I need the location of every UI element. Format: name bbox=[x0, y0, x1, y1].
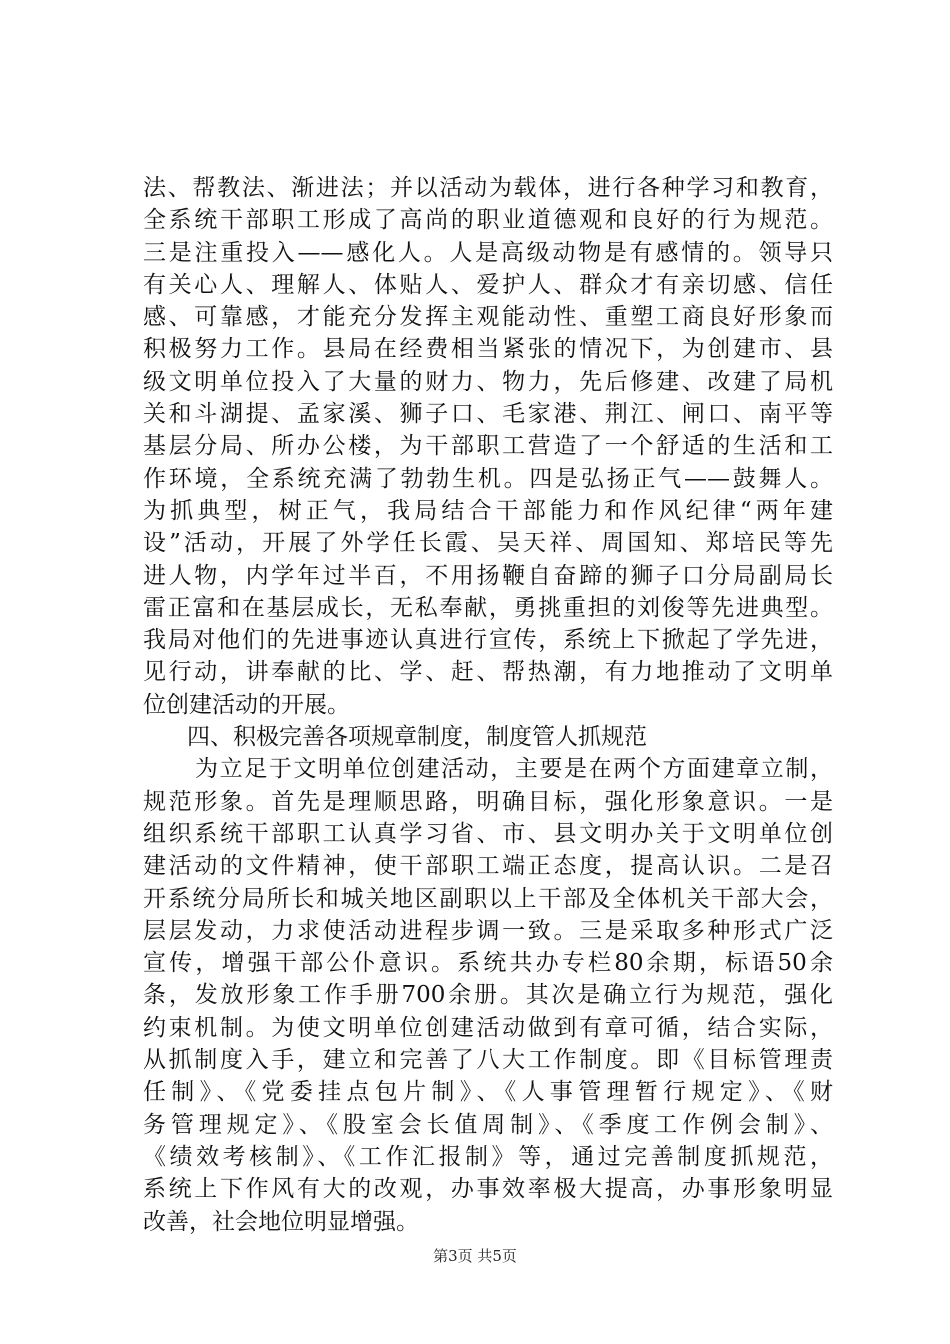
text-line: 规范形象。首先是理顺思路，明确目标，强化形象意识。一是 bbox=[143, 788, 833, 815]
text-line: 条，发放形象工作手册700余册。其次是确立行为规范，强化 bbox=[143, 982, 833, 1009]
text-line: 我局对他们的先进事迹认真进行宣传，系统上下掀起了学先进， bbox=[143, 627, 833, 654]
text-line: 为立足于文明单位创建活动，主要是在两个方面建章立制， bbox=[195, 756, 833, 783]
text-line: 《绩效考核制》、《工作汇报制》等，通过完善制度抓规范， bbox=[143, 1143, 833, 1170]
text-line: 为抓典型，树正气，我局结合干部能力和作风纪律“两年建 bbox=[143, 497, 833, 524]
text-line: 宣传，增强干部公仆意识。系统共办专栏80余期，标语50余 bbox=[143, 950, 833, 977]
text-line: 改善，社会地位明显增强。 bbox=[143, 1208, 419, 1235]
text-line: 从抓制度入手，建立和完善了八大工作制度。即《目标管理责 bbox=[143, 1047, 833, 1074]
text-line: 有关心人、理解人、体贴人、爱护人、群众才有亲切感、信任 bbox=[143, 271, 833, 298]
text-line: 三是注重投入——感化人。人是高级动物是有感情的。领导只 bbox=[143, 239, 833, 266]
text-line: 关和斗湖提、孟家溪、狮子口、毛家港、荆江、闸口、南平等 bbox=[143, 401, 833, 428]
text-line: 任制》、《党委挂点包片制》、《人事管理暂行规定》、《财 bbox=[143, 1079, 833, 1106]
text-line: 约束机制。为使文明单位创建活动做到有章可循，结合实际， bbox=[143, 1014, 833, 1041]
text-line: 层层发动，力求使活动进程步调一致。三是采取多种形式广泛 bbox=[143, 917, 833, 944]
text-line: 务管理规定》、《股室会长值周制》、《季度工作例会制》、 bbox=[143, 1111, 833, 1138]
text-line: 雷正富和在基层成长，无私奉献，勇挑重担的刘俊等先进典型。 bbox=[143, 594, 833, 621]
page-footer: 第3页 共5页 bbox=[433, 1247, 517, 1265]
text-line: 系统上下作风有大的改观，办事效率极大提高，办事形象明显 bbox=[143, 1176, 833, 1203]
text-line: 设”活动，开展了外学任长霞、吴天祥、周国知、郑培民等先 bbox=[143, 530, 833, 557]
text-line: 积极努力工作。县局在经费相当紧张的情况下，为创建市、县 bbox=[143, 336, 833, 363]
text-line: 组织系统干部职工认真学习省、市、县文明办关于文明单位创 bbox=[143, 820, 833, 847]
text-line: 级文明单位投入了大量的财力、物力，先后修建、改建了局机 bbox=[143, 368, 833, 395]
text-line: 基层分局、所办公楼，为干部职工营造了一个舒适的生活和工 bbox=[143, 433, 833, 460]
text-line: 见行动，讲奉献的比、学、赶、帮热潮，有力地推动了文明单 bbox=[143, 659, 833, 686]
text-line: 开系统分局所长和城关地区副职以上干部及全体机关干部大会， bbox=[143, 885, 833, 912]
text-line: 位创建活动的开展。 bbox=[143, 691, 350, 718]
text-line: 感、可靠感，才能充分发挥主观能动性、重塑工商良好形象而 bbox=[143, 304, 833, 331]
text-line: 全系统干部职工形成了高尚的职业道德观和良好的行为规范。 bbox=[143, 207, 833, 234]
text-line: 建活动的文件精神，使干部职工端正态度，提高认识。二是召 bbox=[143, 853, 833, 880]
section-heading: 四、积极完善各项规章制度，制度管人抓规范 bbox=[187, 724, 647, 751]
text-line: 进人物，内学年过半百，不用扬鞭自奋蹄的狮子口分局副局长 bbox=[143, 562, 833, 589]
text-line: 作环境，全系统充满了勃勃生机。四是弘扬正气——鼓舞人。 bbox=[143, 465, 833, 492]
body-text bbox=[143, 172, 833, 1238]
text-line: 法、帮教法、渐进法；并以活动为载体，进行各种学习和教育， bbox=[143, 175, 833, 201]
